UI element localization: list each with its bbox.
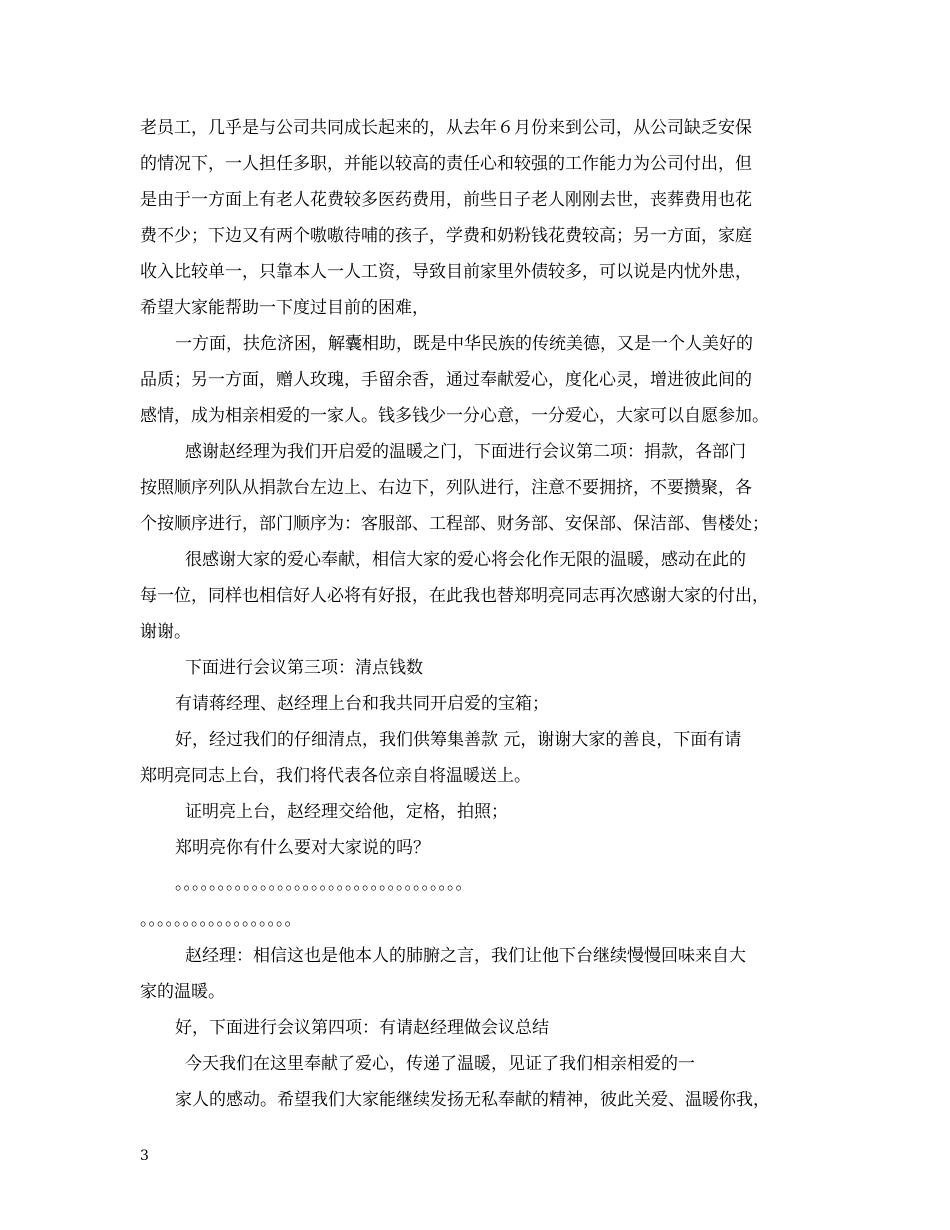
text-line: 谢谢。 xyxy=(140,622,191,642)
text-line: 感情，成为相亲相爱的一家人。钱多钱少一分心意，一分爱心，大家可以自愿参加。 xyxy=(140,406,769,426)
text-line: 收入比较单一，只靠本人一人工资，导致目前家里外债较多，可以说是内忧外患， xyxy=(140,262,752,282)
text-line: 费不少；下边又有两个嗷嗷待哺的孩子，学费和奶粉钱花费较高；另一方面，家庭 xyxy=(140,226,752,246)
text-line: 家的温暖。 xyxy=(140,982,225,1002)
text-line: 很感谢大家的爱心奉献，相信大家的爱心将会化作无限的温暖，感动在此的 xyxy=(185,550,746,570)
text-line: 感谢赵经理为我们开启爱的温暖之门，下面进行会议第二项：捐款，各部门 xyxy=(185,442,746,462)
text-line: 老员工，几乎是与公司共同成长起来的，从去年６月份来到公司，从公司缺乏安保 xyxy=(140,118,752,138)
text-line: 。。。。。。。。。。。。。。。。。。。。。。。。。。。。。。。。。。 xyxy=(175,874,473,894)
text-line: 按照顺序列队从捐款台左边上、右边下，列队进行，注意不要拥挤，不要攒聚，各 xyxy=(140,478,752,498)
text-line: 证明亮上台，赵经理交给他，定格，拍照； xyxy=(185,802,508,822)
text-line: 有请蒋经理、赵经理上台和我共同开启爱的宝箱； xyxy=(175,694,549,714)
text-line: 家人的感动。希望我们大家能继续发扬无私奉献的精神，彼此关爱、温暖你我， xyxy=(175,1090,770,1110)
text-line: 希望大家能帮助一下度过目前的困难， xyxy=(140,298,429,318)
text-line: 一方面，扶危济困，解囊相助，既是中华民族的传统美德，又是一个人美好的 xyxy=(175,334,753,354)
text-line: 个按顺序进行，部门顺序为：客服部、工程部、财务部、安保部、保洁部、售楼处； xyxy=(140,514,769,534)
page-number: 3 xyxy=(140,1148,149,1164)
text-line: 郑明亮同志上台，我们将代表各位亲自将温暖送上。 xyxy=(140,766,531,786)
text-line: 好，下面进行会议第四项：有请赵经理做会议总结 xyxy=(175,1018,549,1038)
text-line: 今天我们在这里奉献了爱心，传递了温暖，见证了我们相亲相爱的一 xyxy=(185,1054,695,1074)
text-line: 的情况下，一人担任多职，并能以较高的责任心和较强的工作能力为公司付出，但 xyxy=(140,154,752,174)
text-line: 郑明亮你有什么要对大家说的吗？ xyxy=(175,838,430,858)
text-line: 好，经过我们的仔细清点，我们供筹集善款 元，谢谢大家的善良，下面有请 xyxy=(175,730,742,750)
text-line: 品质；另一方面，赠人玫瑰，手留余香，通过奉献爱心，度化心灵，增进彼此间的 xyxy=(140,370,752,390)
text-line: 下面进行会议第三项：清点钱数 xyxy=(185,658,423,678)
text-line: 。。。。。。。。。。。。。。。。。。 xyxy=(140,910,302,930)
text-line: 每一位，同样也相信好人必将有好报，在此我也替郑明亮同志再次感谢大家的付出， xyxy=(140,586,769,606)
text-line: 是由于一方面上有老人花费较多医药费用，前些日子老人刚刚去世，丧葬费用也花 xyxy=(140,190,752,210)
text-line: 赵经理：相信这也是他本人的肺腑之言，我们让他下台继续慢慢回味来自大 xyxy=(185,946,746,966)
